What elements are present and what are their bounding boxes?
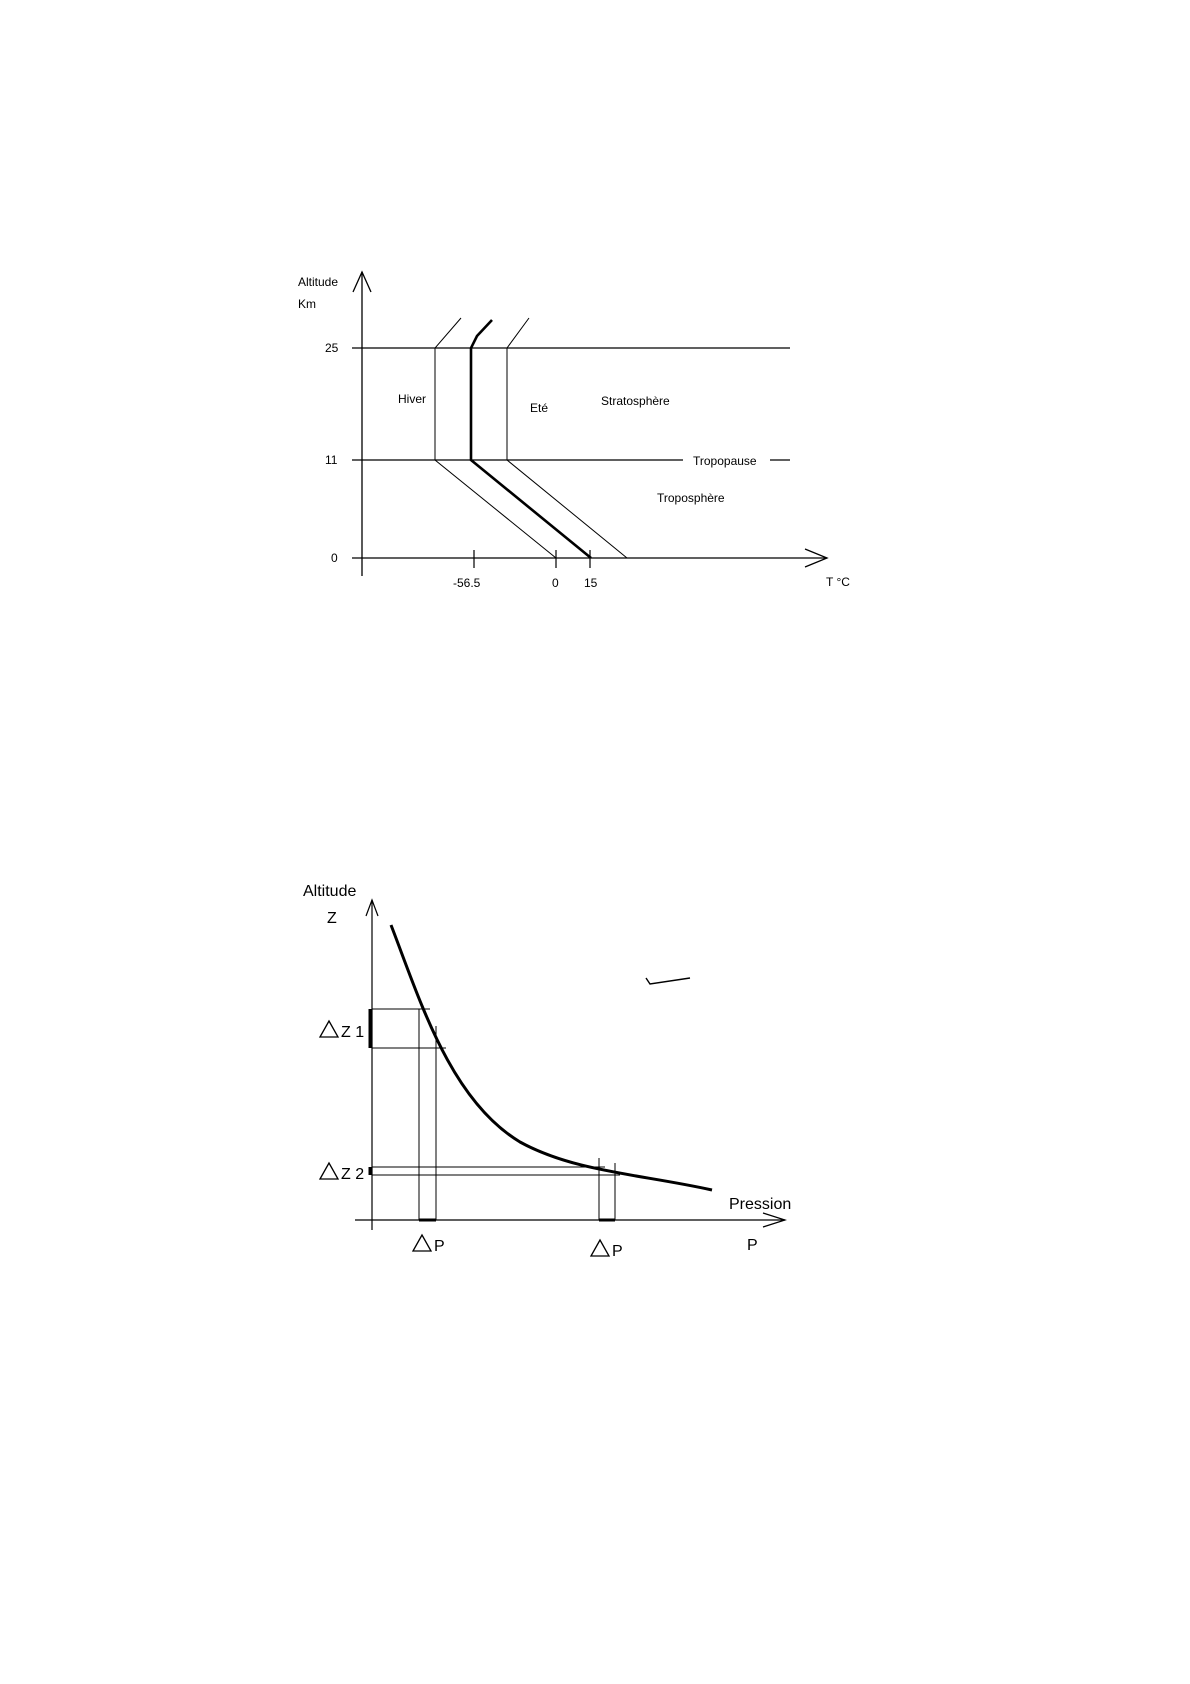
x-tick-label-0: 0: [552, 576, 559, 590]
label-winter: Hiver: [398, 392, 427, 406]
delta-z2-label: Z 2: [341, 1166, 365, 1183]
x-axis-label-p: P: [747, 1237, 758, 1254]
stray-pen-mark: [646, 978, 690, 984]
y-axis-label-km: Km: [298, 297, 316, 311]
delta-p2-triangle-icon: [591, 1240, 609, 1256]
winter-profile: [435, 318, 556, 558]
pressure-altitude-curve: [391, 925, 712, 1190]
label-stratosphere: Stratosphère: [601, 394, 670, 408]
y-tick-label-25: 25: [325, 341, 339, 355]
x-axis-label-temperature: T °C: [826, 575, 850, 589]
label-summer: Eté: [530, 401, 549, 415]
delta-p2-label: P: [612, 1243, 623, 1260]
label-tropopause: Tropopause: [693, 454, 757, 468]
temperature-altitude-diagram: [298, 272, 850, 590]
x-tick-label-minus56: -56.5: [453, 576, 481, 590]
delta-p1-label: P: [434, 1238, 445, 1255]
x-tick-label-15: 15: [584, 576, 598, 590]
delta-z2-triangle-icon: [320, 1163, 338, 1179]
y-axis-label-altitude: Altitude: [303, 883, 357, 900]
y-tick-label-11: 11: [325, 453, 338, 467]
y-axis-label-altitude: Altitude: [298, 275, 339, 289]
label-troposphere: Troposphère: [657, 491, 725, 505]
summer-profile: [507, 318, 627, 558]
y-tick-label-0: 0: [331, 551, 338, 565]
delta-p1-triangle-icon: [413, 1235, 431, 1251]
x-axis-label-pression: Pression: [729, 1196, 792, 1213]
pressure-altitude-diagram: [303, 883, 791, 1260]
y-axis-label-z: Z: [327, 910, 337, 927]
delta-z1-label: Z 1: [341, 1024, 365, 1041]
delta-z1-triangle-icon: [320, 1021, 338, 1037]
standard-atmosphere-profile: [471, 320, 591, 558]
